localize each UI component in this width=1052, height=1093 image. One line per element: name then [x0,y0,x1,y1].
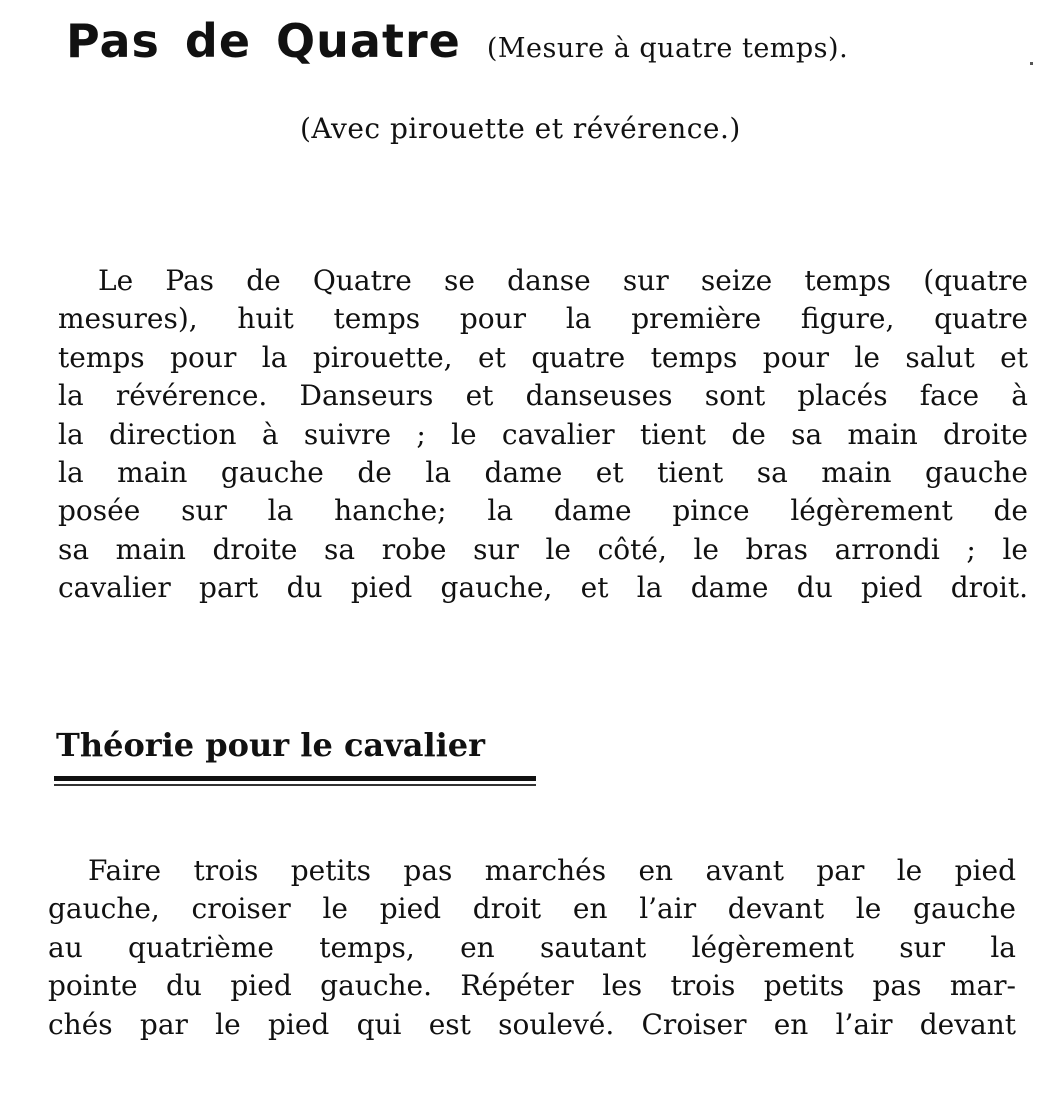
section-line: pointe du pied gauche. Répéter les trois petits pas mar- [48,969,1016,1003]
title-note: (Mesure à quatre temps). [486,33,849,64]
intro-line: sa main droite sa robe sur le côté, le bras arrondi ; le [58,532,1028,566]
section-line: chés par le pied qui est soulevé. Croiser en l’air devant [48,1007,1016,1041]
page-subtitle: (Avec pirouette et révérence.) [300,112,741,145]
intro-line: posée sur la hanche; la dame pince légèrement de [58,494,1028,528]
section-line: au quatrième temps, en sautant légèrement sur la [48,930,1016,964]
title-line [66,14,848,68]
intro-line: temps pour la pirouette, et quatre temps pour le salut et [58,340,1028,374]
margin-mark [1030,62,1033,65]
heading-underline [54,776,536,781]
intro-line: la main gauche de la dame et tient sa main gauche [58,455,1028,489]
page-title: Pas de Quatre [66,14,461,68]
intro-line: la révérence. Danseurs et danseuses sont placés face à [58,379,1028,413]
heading-underline-secondary [54,784,536,786]
intro-line: Le Pas de Quatre se danse sur seize temps (quatre [98,264,1028,297]
intro-line: la direction à suivre ; le cavalier tient de sa main droite [58,417,1028,451]
section-heading: Théorie pour le cavalier [56,726,486,764]
section-paragraph [48,852,1016,1044]
section-line: gauche, croiser le pied droit en l’air devant le gauche [48,892,1016,926]
intro-line: cavalier part du pied gauche, et la dame du pied droit. [58,571,1028,605]
section-line: Faire trois petits pas marchés en avant par le pied [88,854,1016,887]
intro-paragraph [58,262,1028,608]
intro-line: mesures), huit temps pour la première figure, quatre [58,302,1028,336]
